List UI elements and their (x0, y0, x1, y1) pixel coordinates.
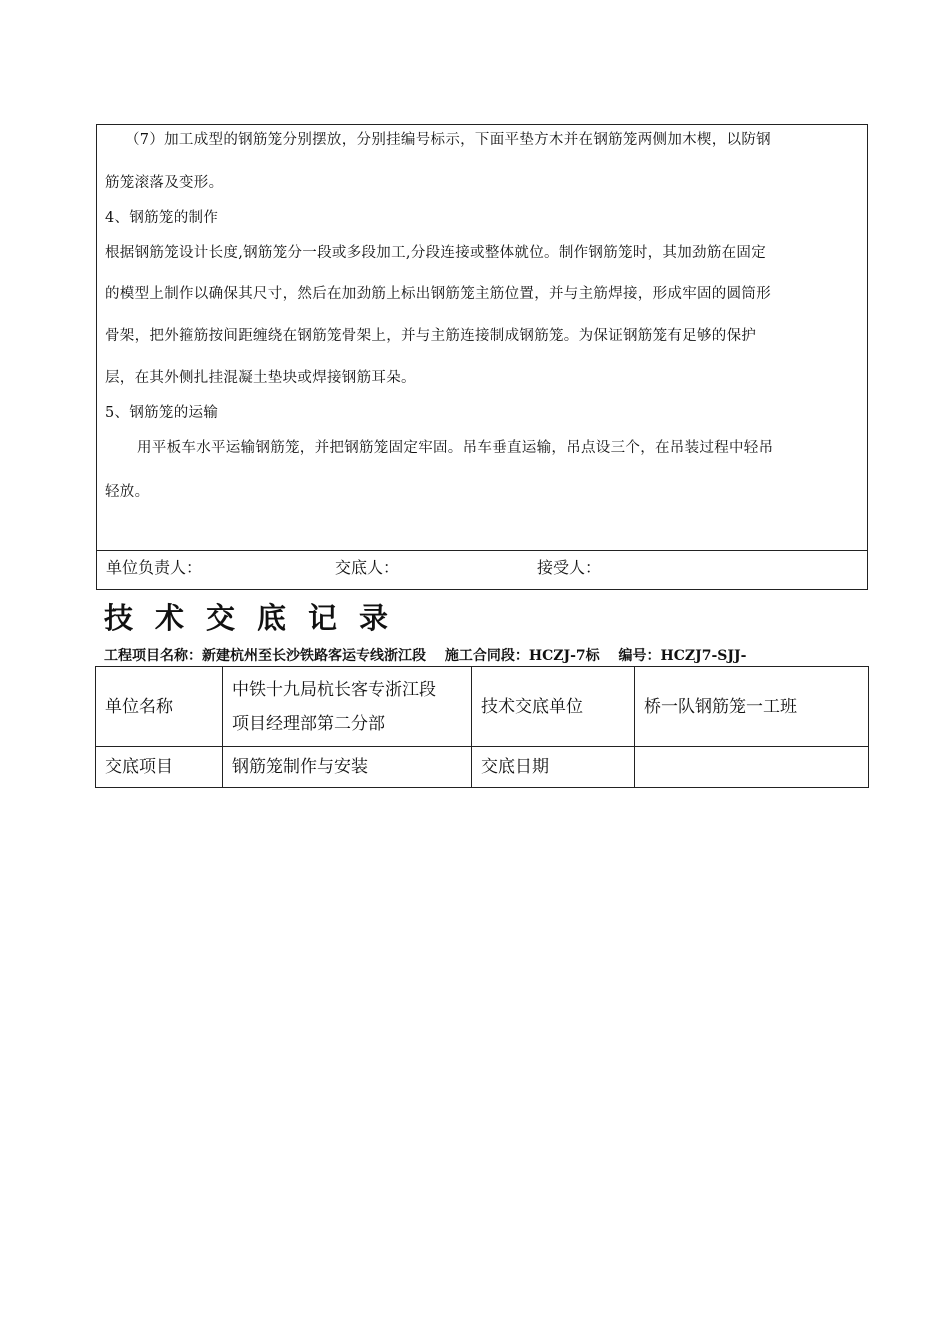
disclosure-body (97, 125, 867, 551)
paragraph-line: 层，在其外侧扎挂混凝土垫块或焊接钢筋耳朵。 (105, 370, 416, 386)
record-subtitle (104, 645, 760, 665)
receiver-label: 接受人： (537, 558, 602, 577)
date-value (635, 747, 869, 788)
paragraph-line: （7）加工成型的钢筋笼分别摆放，分别挂编号标示，下面平垫方木并在钢筋笼两侧加木楔，以防钢 (125, 132, 771, 148)
record-info-table (95, 666, 869, 788)
item-label: 交底项目 (96, 747, 223, 788)
record-title: 技术交底记录 (104, 601, 411, 635)
section-heading-5: 5、钢筋笼的运输 (105, 405, 219, 421)
paragraph-line: 轻放。 (105, 484, 150, 500)
table-row (96, 747, 869, 788)
signature-row (97, 550, 867, 591)
unit-name-label: 单位名称 (96, 667, 223, 747)
tech-unit-value: 桥一队钢筋笼一工班 (635, 667, 869, 747)
paragraph-line: 骨架，把外箍筋按间距缠绕在钢筋笼骨架上，并与主筋连接制成钢筋笼。为保证钢筋笼有足够的保护 (105, 328, 757, 344)
item-value: 钢筋笼制作与安装 (223, 747, 472, 788)
paragraph-line: 筋笼滚落及变形。 (105, 175, 224, 191)
unit-name-value-line1: 中铁十九局杭长客专浙江段 (232, 679, 436, 700)
section-heading-4: 4、钢筋笼的制作 (105, 210, 219, 226)
disclosure-content-box (96, 124, 868, 590)
record-number: 编号：HCZJ7-SJJ- (618, 648, 747, 664)
date-label: 交底日期 (472, 747, 635, 788)
paragraph-line: 用平板车水平运输钢筋笼，并把钢筋笼固定牢固。吊车垂直运输，吊点设三个，在吊装过程中轻吊 (137, 440, 774, 456)
contract-section: 施工合同段：HCZJ-7标 (444, 648, 600, 664)
presenter-label: 交底人： (335, 558, 400, 577)
table-row (96, 667, 869, 747)
paragraph-line: 的模型上制作以确保其尺寸，然后在加劲筋上标出钢筋笼主筋位置，并与主筋焊接，形成牢固的圆筒形 (105, 286, 771, 302)
project-name: 工程项目名称：新建杭州至长沙铁路客运专线浙江段 (104, 648, 426, 664)
paragraph-line: 根据钢筋笼设计长度,钢筋笼分一段或多段加工,分段连接或整体就位。制作钢筋笼时，其加劲筋在固定 (105, 245, 767, 261)
tech-unit-label: 技术交底单位 (472, 667, 635, 747)
unit-head-label: 单位负责人： (106, 558, 203, 577)
unit-name-value (223, 667, 472, 747)
unit-name-value-line2: 项目经理部第二分部 (232, 713, 385, 734)
